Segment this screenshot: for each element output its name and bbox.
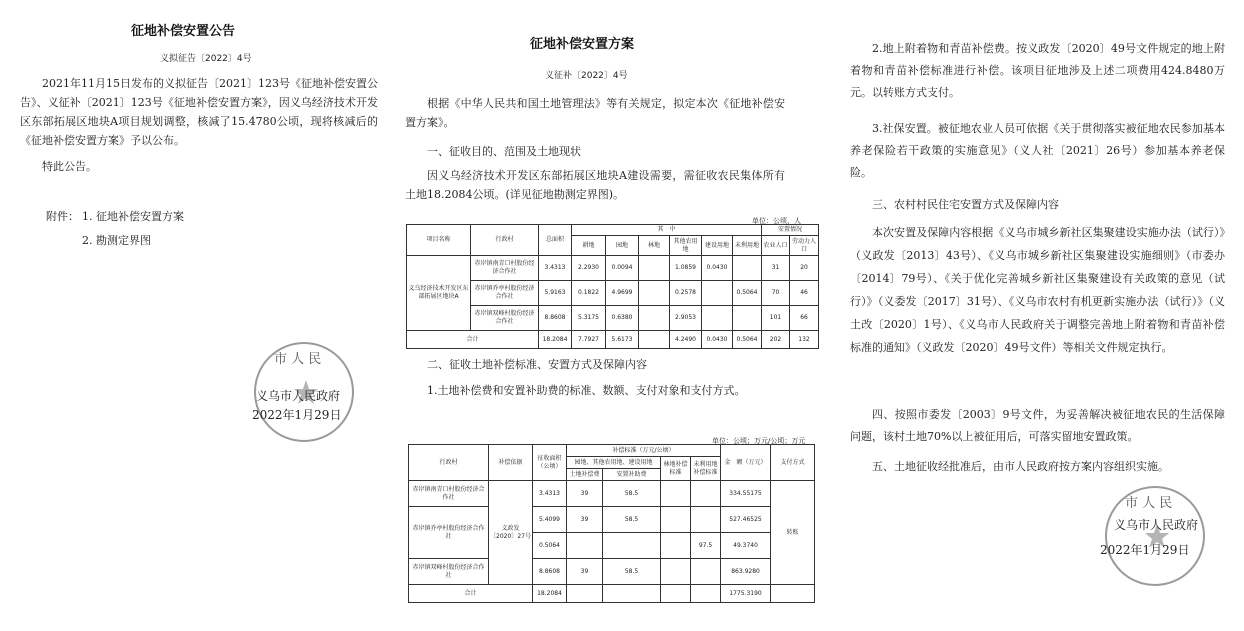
table-cell: 58.5	[603, 559, 661, 585]
table-cell	[691, 507, 721, 533]
table-cell	[639, 256, 670, 281]
table-cell: 58.5	[603, 481, 661, 507]
table-cell: 0.0430	[702, 331, 733, 349]
th-resettle: 安置情况	[762, 225, 819, 236]
table-cell	[733, 306, 762, 331]
plan-date: 2022年1月29日	[1100, 543, 1190, 557]
table-row	[407, 256, 819, 281]
table-cell	[691, 481, 721, 507]
village-cell: 赤岸镇南青口村股份经济合作社	[409, 481, 489, 507]
payment-cell: 转账	[771, 481, 815, 585]
table-cell: 97.5	[691, 533, 721, 559]
th-land-fee: 土地补偿费	[567, 469, 603, 481]
table-cell: 58.5	[603, 507, 661, 533]
table-cell	[702, 306, 733, 331]
table-cell: 0.1822	[572, 281, 606, 306]
notice-closing: 特此公告。	[42, 160, 97, 173]
table-cell: 70	[762, 281, 790, 306]
th-basis: 补偿依据	[489, 445, 533, 481]
table-cell: 8.8608	[539, 306, 572, 331]
th-payment: 支付方式	[771, 445, 815, 481]
table-cell	[691, 585, 721, 603]
th-sub: 建设用地	[702, 236, 733, 256]
table-cell: 8.8608	[533, 559, 567, 585]
notice-body: 2021年11月15日发布的义拟征告〔2021〕123号《征地补偿安置公告》、义征补〔2021〕123号《征地补偿安置方案》，因义乌经济技术开发区东部拓展区地块A项目规划调整，核减了15.4780公顷，现将核减后的《征地补偿安置方案》予以公布。	[20, 77, 378, 147]
table-cell	[639, 281, 670, 306]
plan-title: 征地补偿安置方案	[530, 37, 635, 52]
section-heading: 三、农村村民住宅安置方式及保障内容	[872, 198, 1059, 211]
table-row	[409, 559, 815, 585]
total-label: 合计	[407, 331, 539, 349]
th-group: 园地、其他农用地、建设用地	[567, 457, 661, 469]
th-unused: 未利用地补偿标准	[691, 457, 721, 481]
table-cell	[661, 481, 691, 507]
table-cell	[603, 533, 661, 559]
issuer-name: 义乌市人民政府	[1114, 518, 1199, 532]
seal-arc-text: 市 人 民	[274, 352, 322, 367]
table-cell: 5.4099	[533, 507, 567, 533]
table-cell: 49.3740	[721, 533, 771, 559]
th-total-area: 总面积	[539, 225, 572, 256]
compensation-table	[408, 444, 815, 603]
table-total-row	[409, 585, 815, 603]
table-cell: 1775.3190	[721, 585, 771, 603]
table-row	[409, 481, 815, 507]
table-cell: 132	[790, 331, 819, 349]
table-cell: 2.2930	[572, 256, 606, 281]
table-cell: 66	[790, 306, 819, 331]
table-cell	[567, 533, 603, 559]
section4-paragraph: 四、按照市委发〔2003〕9号文件，为妥善解决被征地农民的生活保障问题，该村土地70%以上被征用后，可落实留地安置政策。	[850, 408, 1225, 443]
table2-unit: 单位：公顷；万元/公顷；万元	[712, 437, 806, 445]
table-cell: 0.5064	[733, 281, 762, 306]
th-among: 其 中	[572, 225, 762, 236]
table-row	[409, 507, 815, 533]
table-cell: 2.9053	[670, 306, 702, 331]
th-resettle-fee: 安置补助费	[603, 469, 661, 481]
th-sub: 耕地	[572, 236, 606, 256]
table-cell: 0.0094	[606, 256, 639, 281]
village-cell: 赤岸镇乔亭村股份经济合作社	[409, 507, 489, 559]
notice-doc-number: 义拟征告〔2022〕4号	[160, 54, 252, 64]
table-cell	[639, 306, 670, 331]
th-amount: 金 额（万元）	[721, 445, 771, 481]
table-cell: 39	[567, 559, 603, 585]
plan-intro: 根据《中华人民共和国土地管理法》等有关规定，拟定本次《征地补偿安置方案》。	[405, 97, 785, 129]
village-cell: 赤岸镇双峰村股份经济合作社	[471, 306, 539, 331]
table-cell: 5.6173	[606, 331, 639, 349]
table-cell: 5.3175	[572, 306, 606, 331]
table-cell: 4.2490	[670, 331, 702, 349]
th-forest: 林地补偿标准	[661, 457, 691, 481]
table-cell: 1.0859	[670, 256, 702, 281]
attachment-item: 1. 征地补偿安置方案	[82, 210, 184, 223]
village-cell: 赤岸镇双峰村股份经济合作社	[409, 559, 489, 585]
table-cell: 7.7927	[572, 331, 606, 349]
table-cell	[661, 559, 691, 585]
basis-cell: 义政发〔2020〕27号	[489, 481, 533, 585]
th-sub: 园地	[606, 236, 639, 256]
notice-document	[0, 0, 400, 631]
plan-continuation	[830, 0, 1244, 631]
table-cell	[639, 331, 670, 349]
th-area: 征收面积（公顷）	[533, 445, 567, 481]
table-cell: 4.9699	[606, 281, 639, 306]
table-cell	[733, 256, 762, 281]
attachment-item: 2. 勘测定界图	[82, 234, 151, 247]
table-cell: 334.55175	[721, 481, 771, 507]
section5-paragraph: 五、土地征收经批准后，由市人民政府按方案内容组织实施。	[872, 460, 1169, 473]
housing-paragraph: 本次安置及保障内容根据《义乌市城乡新社区集聚建设实施办法（试行）》（义政发〔2013〕43号）、《义乌市城乡新社区集聚建设实施细则》（市委办〔2014〕79号）、《关于优化完善城乡新社区集聚建设有关政策的意见（试行）》（义委发〔2017〕31号）、《义乌市农村有机更新实施办法（试行）》（义土改〔2020〕1号）、《义乌市人民政府关于调整完善地上附着物和青苗补偿标准的通知》（义政发〔2020〕49号文件）等相关文件规定执行。	[850, 226, 1225, 354]
official-seal	[1105, 486, 1205, 586]
notice-title: 征地补偿安置公告	[131, 24, 236, 39]
th-standard: 补偿标准（万元/公顷）	[567, 445, 721, 457]
plan-document	[400, 0, 830, 631]
table-cell: 0.5064	[733, 331, 762, 349]
table-cell	[691, 559, 721, 585]
table1-unit: 单位：公顷、人	[752, 217, 801, 225]
section2-body: 1.土地补偿费和安置补助费的标准、数额、支付对象和支付方式。	[427, 384, 746, 397]
project-name-cell: 义乌经济技术开发区东部拓展区地块A	[407, 256, 471, 331]
th-sub: 林地	[639, 236, 670, 256]
table-cell: 20	[790, 256, 819, 281]
table-cell: 527.46525	[721, 507, 771, 533]
section-heading: 二、征收土地补偿标准、安置方式及保障内容	[427, 358, 647, 371]
table-cell: 39	[567, 481, 603, 507]
table-cell	[661, 585, 691, 603]
notice-date: 2022年1月29日	[252, 408, 342, 422]
th-sub: 劳动力人口	[790, 236, 819, 256]
social-security-paragraph: 3.社保安置。被征地农业人员可依据《关于贯彻落实被征地农民参加基本养老保险若干政策的实施意见》（义人社〔2021〕26号）参加基本养老保险。	[850, 122, 1225, 179]
table-cell	[771, 585, 815, 603]
section-heading: 一、征收目的、范围及土地现状	[427, 145, 581, 158]
table-cell	[661, 507, 691, 533]
th-sub: 其他农用地	[670, 236, 702, 256]
th-village: 行政村	[409, 445, 489, 481]
table-cell: 3.4313	[533, 481, 567, 507]
attachments-compensation-paragraph: 2.地上附着物和青苗补偿费。按义政发〔2020〕49号文件规定的地上附着物和青苗补偿标准进行补偿。该项目征地涉及上述二项费用424.8480万元。以转账方式支付。	[850, 42, 1225, 99]
total-label: 合计	[409, 585, 533, 603]
table-cell: 39	[567, 507, 603, 533]
table-cell: 18.2084	[533, 585, 567, 603]
th-project: 项目名称	[407, 225, 471, 256]
village-cell: 赤岸镇南青口村股份经济合作社	[471, 256, 539, 281]
table-cell: 31	[762, 256, 790, 281]
table-cell	[661, 533, 691, 559]
village-cell: 赤岸镇乔亭村股份经济合作社	[471, 281, 539, 306]
table-cell: 0.5064	[533, 533, 567, 559]
table-total-row	[407, 331, 819, 349]
table-cell: 18.2084	[539, 331, 572, 349]
th-sub: 农业人口	[762, 236, 790, 256]
land-area-table	[406, 224, 819, 349]
th-village: 行政村	[471, 225, 539, 256]
issuer-name: 义乌市人民政府	[256, 389, 341, 403]
table-cell	[702, 281, 733, 306]
table-cell: 0.2578	[670, 281, 702, 306]
table-cell: 3.4313	[539, 256, 572, 281]
th-sub: 未利用地	[733, 236, 762, 256]
table-cell: 863.9280	[721, 559, 771, 585]
plan-doc-number: 义征补〔2022〕4号	[545, 71, 628, 81]
table-cell	[603, 585, 661, 603]
table-cell: 202	[762, 331, 790, 349]
attachments-label: 附件：	[46, 210, 79, 223]
table-cell: 5.9163	[539, 281, 572, 306]
table-cell: 0.6380	[606, 306, 639, 331]
table-cell	[567, 585, 603, 603]
table-cell: 46	[790, 281, 819, 306]
seal-arc-text: 市 人 民	[1125, 496, 1173, 511]
table-cell: 101	[762, 306, 790, 331]
table-cell: 0.0430	[702, 256, 733, 281]
section1-body: 因义乌经济技术开发区东部拓展区地块A建设需要，需征收农民集体所有土地18.2084公顷。(详见征地勘测定界图)。	[405, 169, 785, 201]
